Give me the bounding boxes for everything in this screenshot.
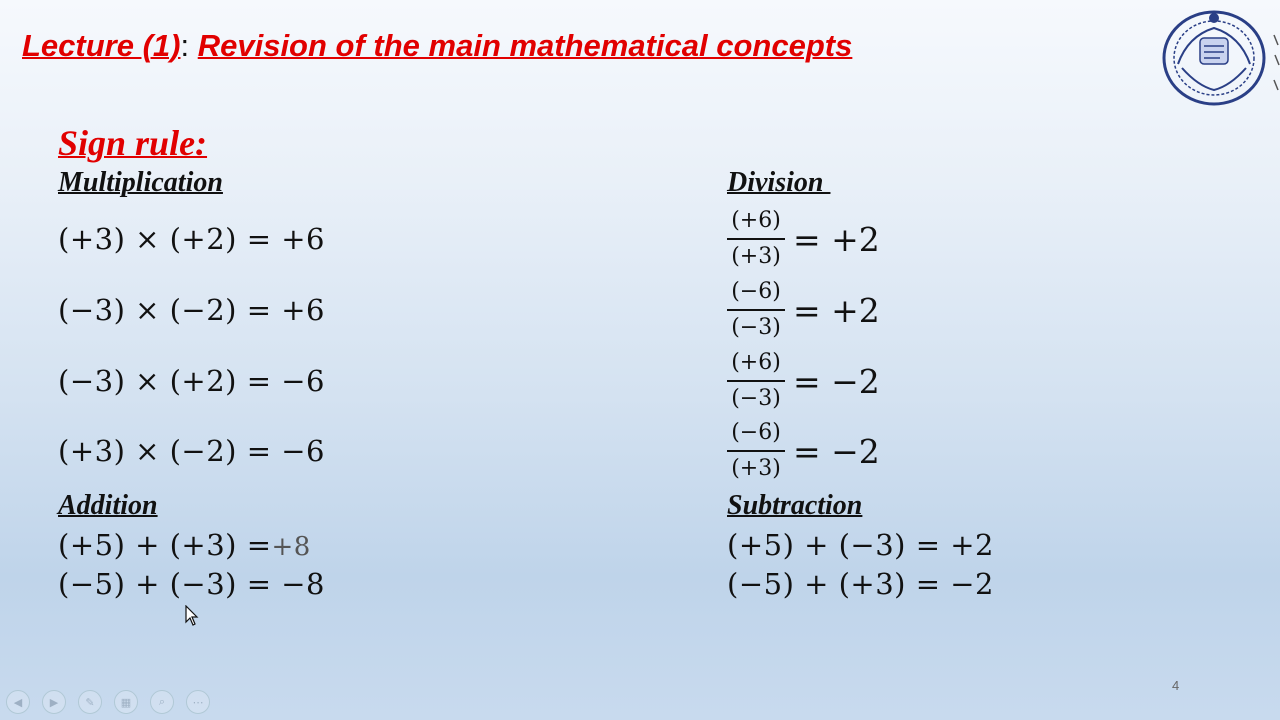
- numerator: (−6): [731, 279, 781, 304]
- fraction-bar: [727, 380, 785, 382]
- more-options-icon[interactable]: ⋯: [186, 690, 210, 714]
- denominator: (−3): [731, 386, 781, 411]
- subtraction-heading: Subtraction: [727, 490, 863, 521]
- division-heading: Division: [727, 167, 831, 198]
- edge-decoration: [1272, 30, 1280, 110]
- division-result: = −2: [793, 361, 880, 401]
- multiplication-equation: (+3) × (−2) = −6: [58, 434, 325, 468]
- fraction: [727, 207, 785, 271]
- addition-expression: (+5) + (+3) =: [58, 528, 272, 562]
- page-number: 4: [1172, 678, 1180, 693]
- denominator: (−3): [731, 315, 781, 340]
- title-separator: :: [180, 28, 198, 63]
- next-slide-icon[interactable]: ▶: [42, 690, 66, 714]
- sign-rule-heading: Sign rule:: [58, 123, 208, 163]
- mouse-pointer-icon: [185, 605, 199, 627]
- numerator: (+6): [731, 208, 781, 233]
- addition-equation: [58, 528, 311, 562]
- fraction: [727, 278, 785, 342]
- addition-result: +8: [271, 532, 311, 562]
- division-equation: [727, 275, 880, 345]
- multiplication-equation: (+3) × (+2) = +6: [58, 222, 325, 256]
- division-equation: [727, 346, 880, 416]
- division-equation: [727, 204, 880, 274]
- division-result: = +2: [793, 219, 880, 259]
- fraction-bar: [727, 450, 785, 452]
- division-result: = −2: [793, 431, 880, 471]
- multiplication-equation: (−3) × (+2) = −6: [58, 364, 325, 398]
- lecture-number: Lecture (1): [22, 28, 181, 63]
- division-result: = +2: [793, 290, 880, 330]
- slides-grid-icon[interactable]: ▦: [114, 690, 138, 714]
- lecture-topic: Revision of the main mathematical concepts: [197, 28, 853, 63]
- fraction-bar: [727, 309, 785, 311]
- university-emblem-icon: [1158, 6, 1270, 110]
- fraction-bar: [727, 238, 785, 240]
- numerator: (−6): [731, 420, 781, 445]
- fraction: [727, 419, 785, 483]
- zoom-icon[interactable]: ⌕: [150, 690, 174, 714]
- addition-equation: (−5) + (−3) = −8: [58, 567, 325, 601]
- addition-heading: Addition: [58, 490, 158, 521]
- multiplication-equation: (−3) × (−2) = +6: [58, 293, 325, 327]
- subtraction-equation: (+5) + (−3) = +2: [727, 528, 994, 562]
- division-equation: [727, 416, 880, 486]
- denominator: (+3): [731, 244, 781, 269]
- fraction: [727, 349, 785, 413]
- slideshow-controls: [6, 690, 210, 714]
- denominator: (+3): [731, 456, 781, 481]
- pen-icon[interactable]: ✎: [78, 690, 102, 714]
- lecture-title: [22, 28, 852, 64]
- numerator: (+6): [731, 350, 781, 375]
- subtraction-equation: (−5) + (+3) = −2: [727, 567, 994, 601]
- multiplication-heading: Multiplication: [58, 167, 223, 198]
- previous-slide-icon[interactable]: ◀: [6, 690, 30, 714]
